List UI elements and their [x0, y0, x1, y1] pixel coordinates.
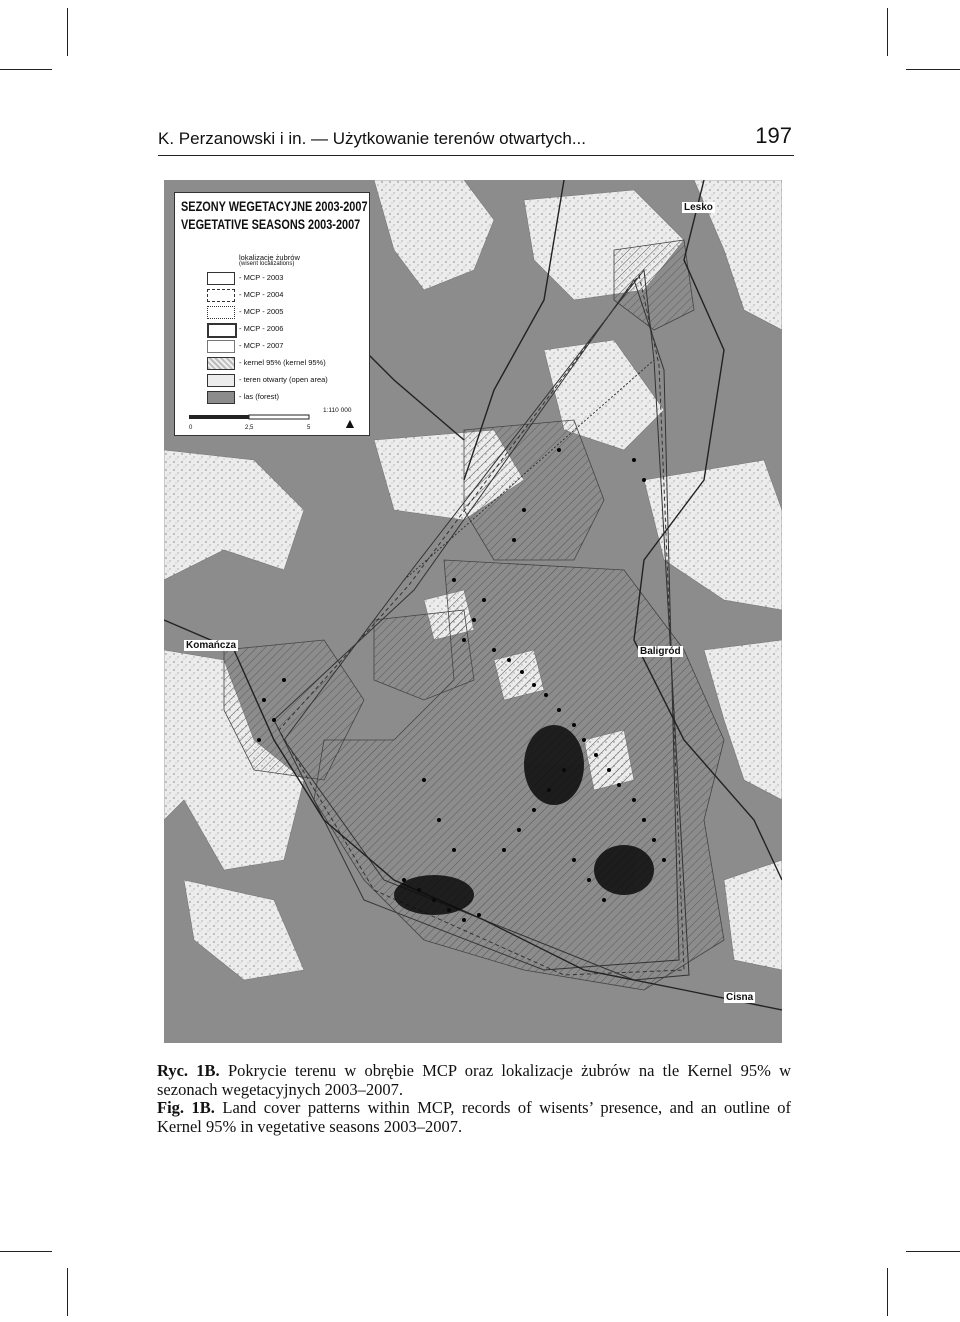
crop-mark	[887, 1268, 888, 1316]
legend-item: - MCP - 2005	[239, 307, 284, 316]
map-figure	[164, 180, 782, 1043]
running-head-title: K. Perzanowski i in. — Użytkowanie terenów otwartych...	[158, 129, 586, 148]
legend-swatch	[207, 374, 235, 387]
scale-tick: 2,5	[245, 425, 254, 431]
legend-item-sub: (wisent localizations)	[239, 261, 295, 267]
north-arrow-icon: ▲	[343, 415, 357, 431]
caption-pl-text: Pokrycie terenu w obrębie MCP oraz lokalizacje żubrów na tle Kernel 95% w sezonach wegetacyjnych 2003–2007.	[157, 1061, 792, 1099]
place-label-komancza: Komańcza	[186, 640, 237, 651]
crop-mark	[67, 1268, 68, 1316]
running-head	[158, 123, 794, 156]
legend-swatch	[207, 306, 235, 319]
map-legend	[174, 192, 370, 436]
caption-en-label: Fig. 1B.	[157, 1098, 215, 1117]
legend-item: - MCP - 2004	[239, 290, 284, 299]
crop-mark	[906, 1251, 960, 1252]
legend-item: - teren otwarty (open area)	[239, 375, 328, 384]
caption-pl	[157, 1062, 791, 1099]
legend-item: - MCP - 2003	[239, 273, 284, 282]
place-label-baligrod: Baligród	[640, 646, 681, 657]
legend-swatch	[207, 340, 235, 353]
legend-swatch	[207, 272, 235, 285]
crop-mark	[906, 69, 960, 70]
figure-caption	[157, 1062, 791, 1136]
caption-pl-label: Ryc. 1B.	[157, 1061, 220, 1080]
legend-item: - kernel 95% (kernel 95%)	[239, 358, 326, 367]
crop-mark	[887, 8, 888, 56]
legend-swatch	[207, 323, 237, 338]
scale-tick: 0	[189, 425, 193, 431]
place-label-cisna: Cisna	[726, 992, 754, 1003]
legend-item: - MCP - 2006	[239, 324, 284, 333]
place-label-lesko: Lesko	[684, 202, 713, 213]
legend-item: lokalizacje żubrów	[239, 253, 300, 262]
legend-swatch	[207, 289, 235, 302]
legend-item: - MCP - 2007	[239, 341, 284, 350]
page-number: 197	[755, 123, 792, 148]
caption-en	[157, 1099, 791, 1136]
legend-title-en: VEGETATIVE SEASONS 2003-2007	[181, 216, 361, 232]
crop-mark	[0, 69, 52, 70]
scale-tick: 5	[307, 425, 311, 431]
legend-title-pl: SEZONY WEGETACYJNE 2003-2007	[181, 198, 368, 214]
legend-swatch	[207, 391, 235, 404]
legend-swatch	[207, 357, 235, 370]
caption-en-text: Land cover patterns within MCP, records of wisents’ presence, and an outline of Kernel 95% in vegetative seasons 2003–2007.	[157, 1098, 792, 1136]
scale-bar	[189, 413, 329, 425]
crop-mark	[67, 8, 68, 56]
legend-item: - las (forest)	[239, 392, 280, 401]
map-scale-ratio: 1:110 000	[323, 407, 352, 414]
crop-mark	[0, 1251, 52, 1252]
